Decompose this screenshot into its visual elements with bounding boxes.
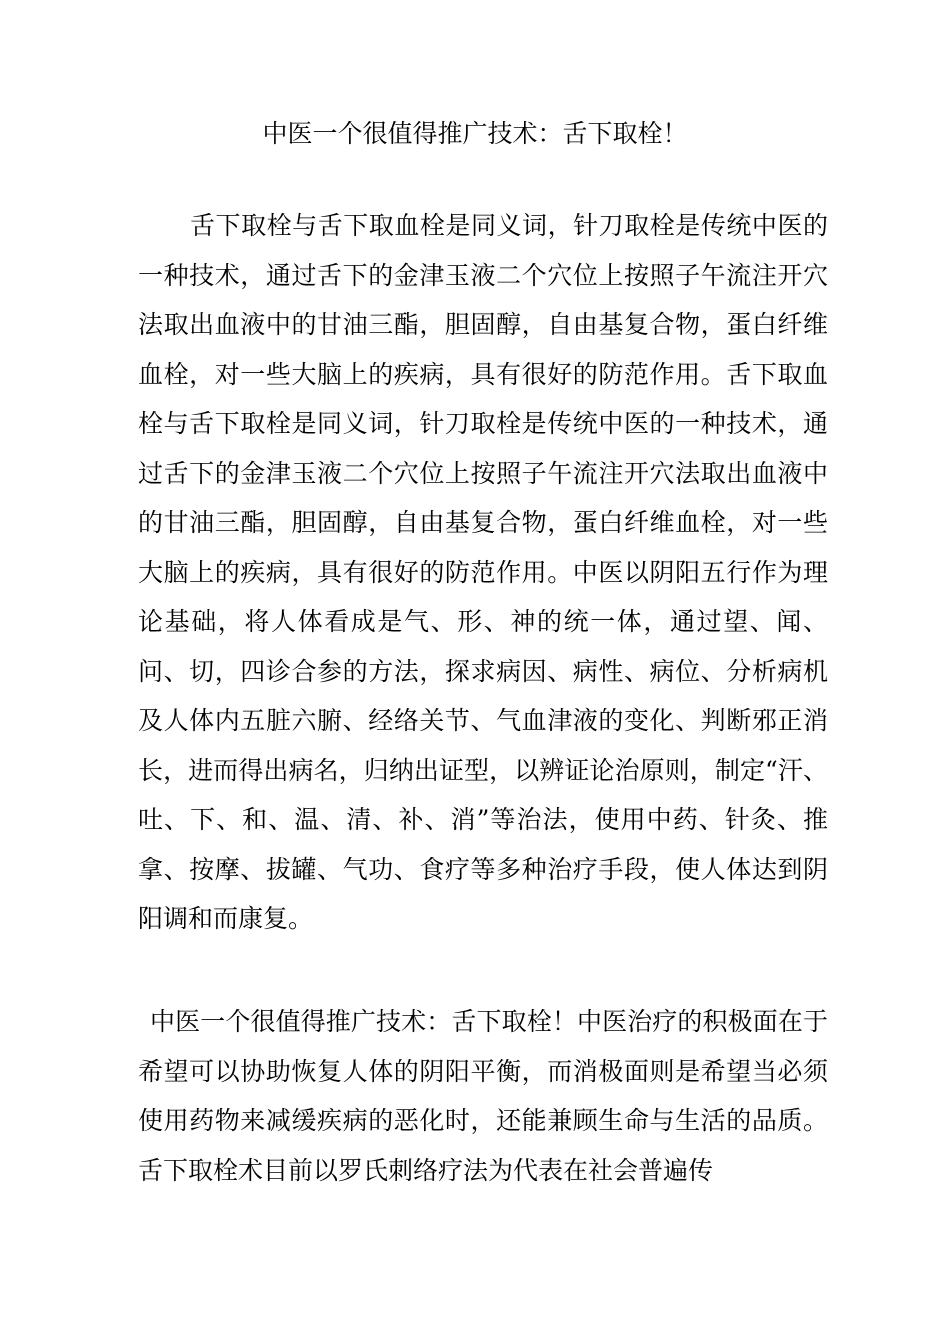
paragraph-2: 中医一个很值得推广技术：舌下取栓！中医治疗的积极面在于希望可以协助恢复人体的阴阳平衡，而消极面则是希望当必须使用药物来减缓疾病的恶化时，还能兼顾生命与生活的品质。舌下取栓术目前以罗氏刺络疗法为代表在社会普遍传 [138,1007,828,1185]
paragraph-1: 舌下取栓与舌下取血栓是同义词，针刀取栓是传统中医的一种技术，通过舌下的金津玉液二个穴位上按照子午流注开穴法取出血液中的甘油三酯，胆固醇，自由基复合物，蛋白纤维血栓，对一些大脑上的疾病，具有很好的防范作用。舌下取血栓与舌下取栓是同义词，针刀取栓是传统中医的一种技术，通过舌下的金津玉液二个穴位上按照子午流注开穴法取出血液中的甘油三酯，胆固醇，自由基复合物，蛋白纤维血栓，对一些大脑上的疾病，具有很好的防范作用。中医以阴阳五行作为理论基础，将人体看成是气、形、神的统一体，通过望、闻、问、切，四诊合参的方法，探求病因、病性、病位、分析病机及人体内五脏六腑、经络关节、气血津液的变化、判断邪正消长，进而得出病名，归纳出证型，以辨证论治原则，制定“汗、吐、下、和、温、清、补、消”等治法，使用中药、针灸、推拿、按摩、拔罐、气功、食疗等多种治疗手段，使人体达到阴阳调和而康复。 [138,211,828,933]
document-title: 中医一个很值得推广技术：舌下取栓！ [262,119,688,148]
